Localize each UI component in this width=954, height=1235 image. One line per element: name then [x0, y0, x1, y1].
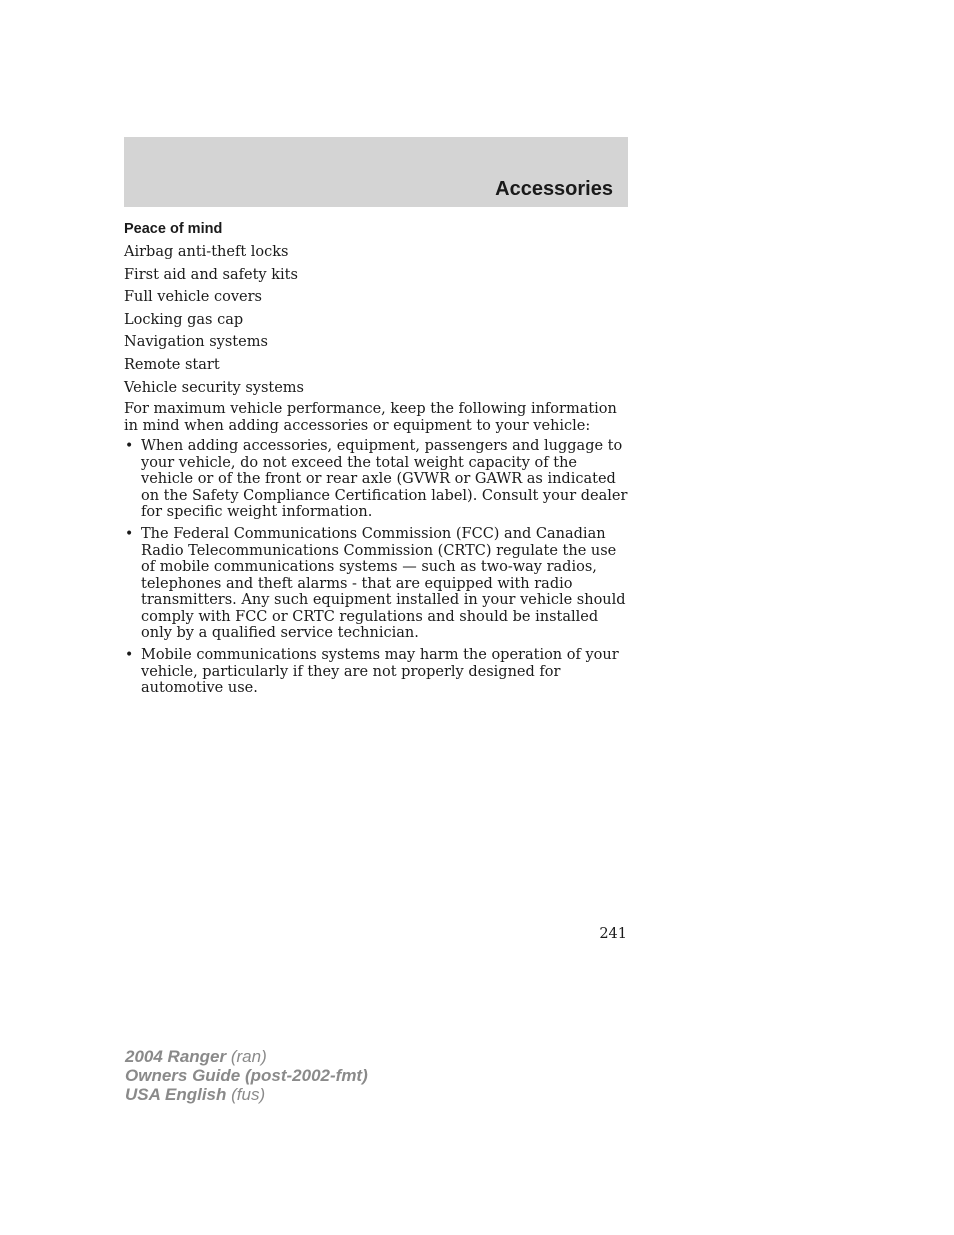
bullet-icon: •: [125, 438, 134, 455]
section-header-band: [124, 137, 628, 207]
document-footer: [125, 1047, 368, 1104]
accessory-list: [124, 243, 630, 397]
footer-line-language: [125, 1085, 368, 1104]
list-item: Navigation systems: [124, 334, 268, 351]
list-item: Full vehicle covers: [124, 289, 262, 306]
bullet-text: The Federal Communications Commission (FCC) and Canadian Radio Telecommunications Commission (CRTC) regulate the use of mobile communications systems — such as two-way radios, telephones and theft alarms - that are equipped with radio transmitters. Any such equipment installed in your vehicle should comply with FCC or CRTC regulations and should be installed only by a qualified service technician.: [141, 526, 626, 642]
footer-guide: Owners Guide (post-2002-fmt): [125, 1066, 368, 1085]
footer-model-code: (ran): [230, 1047, 267, 1066]
bullet-list: [124, 438, 630, 697]
footer-language: USA English: [125, 1085, 227, 1104]
list-item: Airbag anti-theft locks: [124, 244, 289, 260]
bullet-item: [124, 647, 630, 697]
bullet-item: [124, 526, 630, 642]
bullet-text: When adding accessories, equipment, passengers and luggage to your vehicle, do not exceed the total weight capacity of the vehicle or of the front or rear axle (GVWR or GAWR as indicated on the Safety Compliance Certification label). Consult your dealer for specific weight information.: [141, 438, 628, 521]
section-title: Accessories: [495, 178, 613, 200]
footer-language-code: (fus): [231, 1085, 266, 1104]
list-item: First aid and safety kits: [124, 266, 298, 283]
footer-line-guide: [125, 1066, 368, 1085]
list-item: Remote start: [124, 356, 220, 373]
page-content: [124, 220, 630, 702]
bullet-text: Mobile communications systems may harm the operation of your vehicle, particularly if they are not properly designed for automotive use.: [141, 647, 619, 697]
bullet-icon: •: [125, 647, 134, 664]
bullet-item: [124, 438, 630, 521]
footer-line-model: [125, 1047, 368, 1066]
page-number: 241: [599, 926, 627, 942]
list-item: Locking gas cap: [124, 311, 244, 328]
footer-model: 2004 Ranger: [125, 1047, 227, 1066]
list-item: Vehicle security systems: [124, 379, 304, 396]
intro-paragraph: For maximum vehicle performance, keep the following information in mind when adding accessories or equipment to your vehicle:: [124, 401, 617, 434]
subsection-heading: Peace of mind: [124, 221, 223, 237]
bullet-icon: •: [125, 526, 134, 543]
